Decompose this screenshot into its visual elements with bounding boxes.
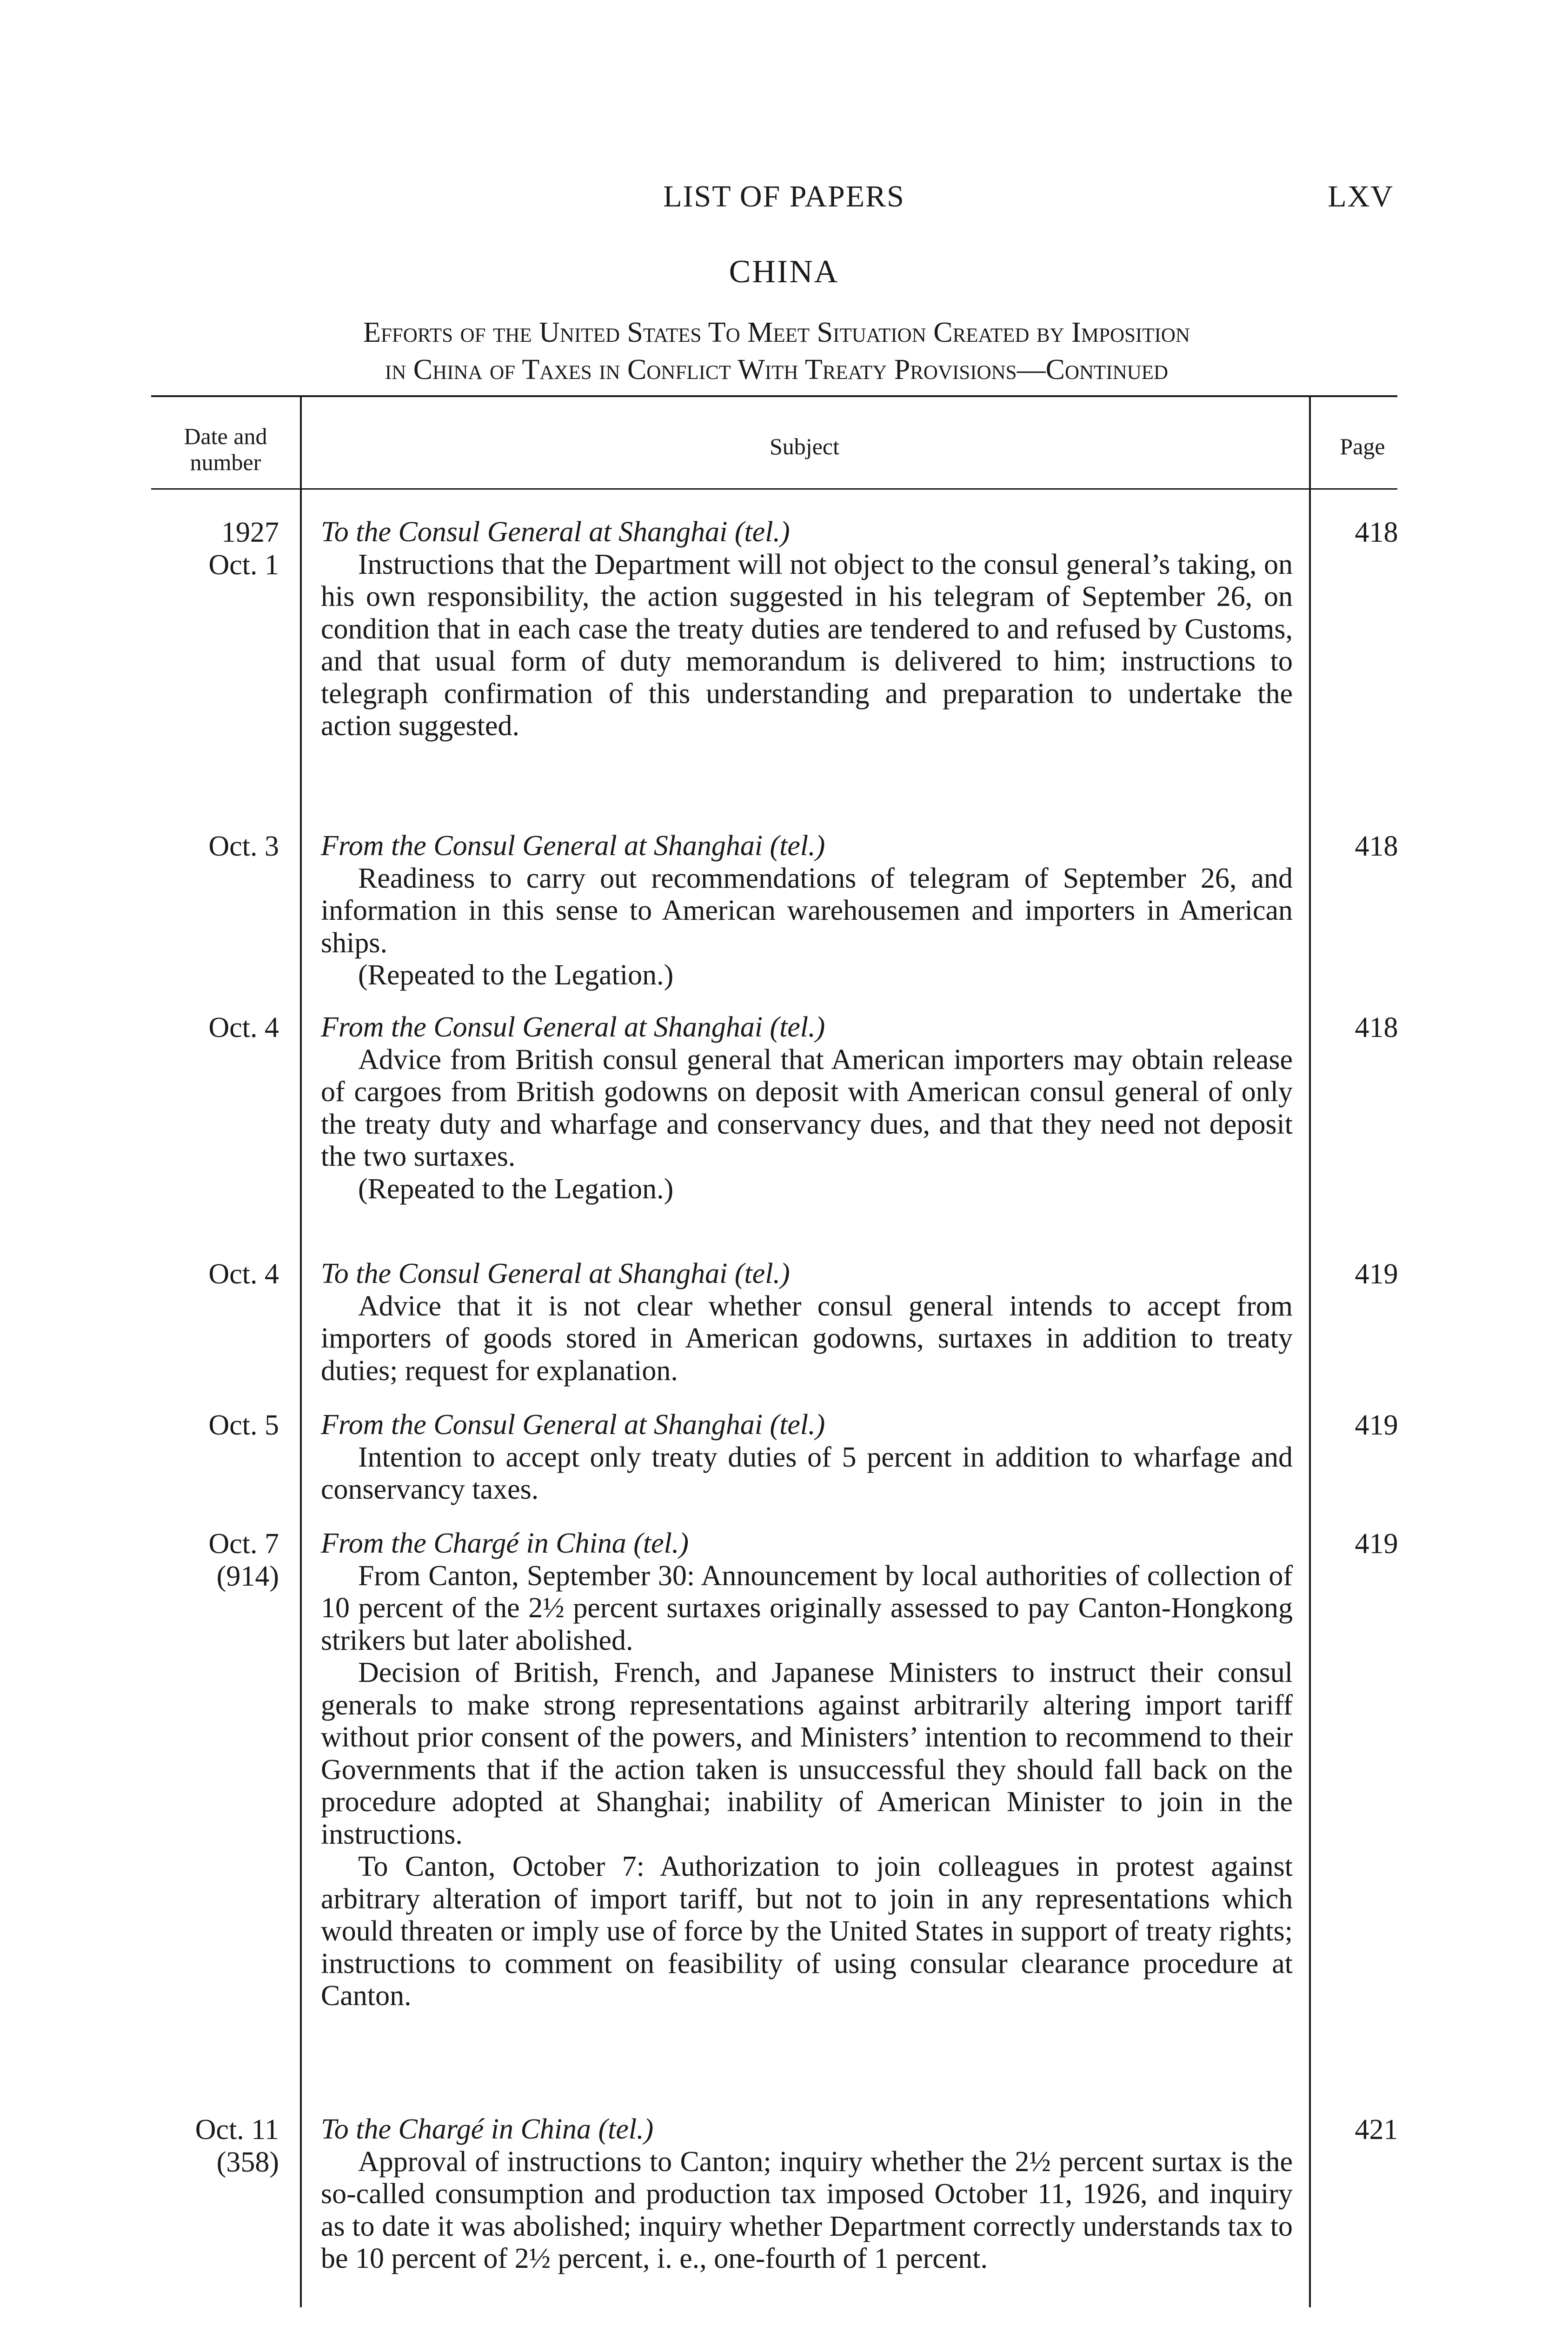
entry-page: 419 <box>1355 1258 1398 1290</box>
entry-paragraph: (Repeated to the Legation.) <box>358 1173 674 1205</box>
entry-heading: From the Chargé in China (tel.) <box>321 1528 689 1559</box>
table-top-rule <box>151 395 1397 397</box>
entry-heading: To the Consul General at Shanghai (tel.) <box>321 516 790 548</box>
entry-date-line-2: (914) <box>216 1561 279 1592</box>
entry-date <box>158 1528 279 1593</box>
entry-paragraph: Instructions that the Department will not object to the consul general’s taking, on his own responsibility, the action suggested in his telegram of September 26, on condition that in each case the treaty duties are tendered to and refused by Customs, and that usual form of duty memorandum is delivered to him; instructions to telegraph confirmation of this understanding and preparation to undertake the action suggested. <box>321 548 1293 742</box>
section-title-line-2: in China of Taxes in Conflict With Treaty Provisions—Continued <box>385 354 1169 385</box>
column-header-page: Page <box>1340 433 1385 459</box>
entry-page: 419 <box>1355 1528 1398 1560</box>
country-heading: CHINA <box>729 254 839 290</box>
entry-paragraph: Approval of instructions to Canton; inquiry whether the 2½ percent surtax is the so-called consumption and production tax imposed October 11, 1926, and inquiry as to date it was abolished; inquiry whether Department correctly understands tax to be 10 percent of 2½ percent, i. e., one-fourth of 1 percent. <box>321 2146 1293 2274</box>
entry-subject <box>321 1409 1293 1506</box>
entry-page: 418 <box>1355 830 1398 862</box>
entry-page: 419 <box>1355 1409 1398 1441</box>
entry-date-line-1: Oct. 11 <box>195 2114 279 2146</box>
entry-paragraph: From Canton, September 30: Announcement by local authorities of collection of 10 percent of the 2½ percent surtaxes originally assessed to pay Canton-Hongkong strikers but later abolished. <box>321 1560 1293 1656</box>
entry-date-line-1: Oct. 7 <box>208 1528 279 1560</box>
page-number: LXV <box>1328 179 1394 213</box>
column-header-date <box>158 423 293 475</box>
entry-date <box>158 1258 279 1290</box>
running-title: LIST OF PAPERS <box>663 179 905 213</box>
column-header-date-line-2: number <box>190 449 261 475</box>
date-column-divider <box>300 396 302 2307</box>
entry-paragraph: Advice that it is not clear whether consul general intends to accept from importers of goods stored in American godowns, surtaxes in addition to treaty duties; request for explanation. <box>321 1290 1293 1387</box>
entry-subject <box>321 1528 1293 2013</box>
entry-subject <box>321 516 1293 743</box>
entry-paragraph: To Canton, October 7: Authorization to join colleagues in protest against arbitrary alteration of import tariff, but not to join in any representations which would threaten or imply use of force by the United States in support of treaty rights; instructions to comment on feasibility of using consular clearance procedure at Canton. <box>321 1851 1293 2012</box>
entry-heading: To the Chargé in China (tel.) <box>321 2113 654 2145</box>
entry-paragraph: Intention to accept only treaty duties of 5 percent in addition to wharfage and conservancy taxes. <box>321 1441 1293 1505</box>
entry-subject <box>321 1258 1293 1387</box>
entry-date-line-2: Oct. 1 <box>208 549 279 581</box>
entry-paragraph: Advice from British consul general that American importers may obtain release of cargoes from British godowns on deposit with American consul general of only the treaty duty and wharfage and conservancy dues, and that they need not deposit the two surtaxes. <box>321 1043 1293 1172</box>
entry-date <box>158 830 279 863</box>
entry-page: 421 <box>1355 2114 1398 2146</box>
entry-date-line-2: (358) <box>216 2146 279 2178</box>
entry-paragraph: Decision of British, French, and Japanese Ministers to instruct their consul generals to make strong representations against arbitrarily altering import tariff without prior consent of the powers, and Ministers’ intention to recommend to their Governments that if the action taken is unsuccessful they should fall back on the procedure adopted at Shanghai; inability of American Minister to join in the instructions. <box>321 1657 1293 1850</box>
entry-date <box>158 516 279 581</box>
entry-date-line-1: Oct. 5 <box>208 1409 279 1441</box>
column-header-date-line-1: Date and <box>184 423 267 449</box>
header-bottom-rule <box>151 488 1397 490</box>
entry-date <box>158 1011 279 1044</box>
entry-date-line-1: 1927 <box>221 517 279 548</box>
entry-heading: From the Consul General at Shanghai (tel.) <box>321 1409 825 1441</box>
entry-heading: From the Consul General at Shanghai (tel.) <box>321 1011 825 1043</box>
column-header-subject: Subject <box>770 433 839 459</box>
entry-page: 418 <box>1355 1012 1398 1043</box>
page-column-divider <box>1309 396 1311 2307</box>
entry-subject <box>321 830 1293 992</box>
entry-date-line-1: Oct. 4 <box>208 1012 279 1043</box>
entry-date <box>158 2113 279 2179</box>
entry-paragraph: Readiness to carry out recommendations of telegram of September 26, and information in this sense to American warehousemen and importers in American ships. <box>321 862 1293 959</box>
section-title <box>153 314 1400 388</box>
entry-date-line-1: Oct. 4 <box>208 1258 279 1290</box>
entry-heading: To the Consul General at Shanghai (tel.) <box>321 1258 790 1289</box>
entry-page: 418 <box>1355 517 1398 548</box>
entry-subject <box>321 2113 1293 2275</box>
entry-paragraph: (Repeated to the Legation.) <box>358 959 674 991</box>
entry-heading: From the Consul General at Shanghai (tel.) <box>321 830 825 862</box>
entry-date <box>158 1409 279 1442</box>
entry-date-line-1: Oct. 3 <box>208 830 279 862</box>
section-title-line-1: Efforts of the United States To Meet Situation Created by Imposition <box>363 317 1190 348</box>
entry-subject <box>321 1011 1293 1205</box>
